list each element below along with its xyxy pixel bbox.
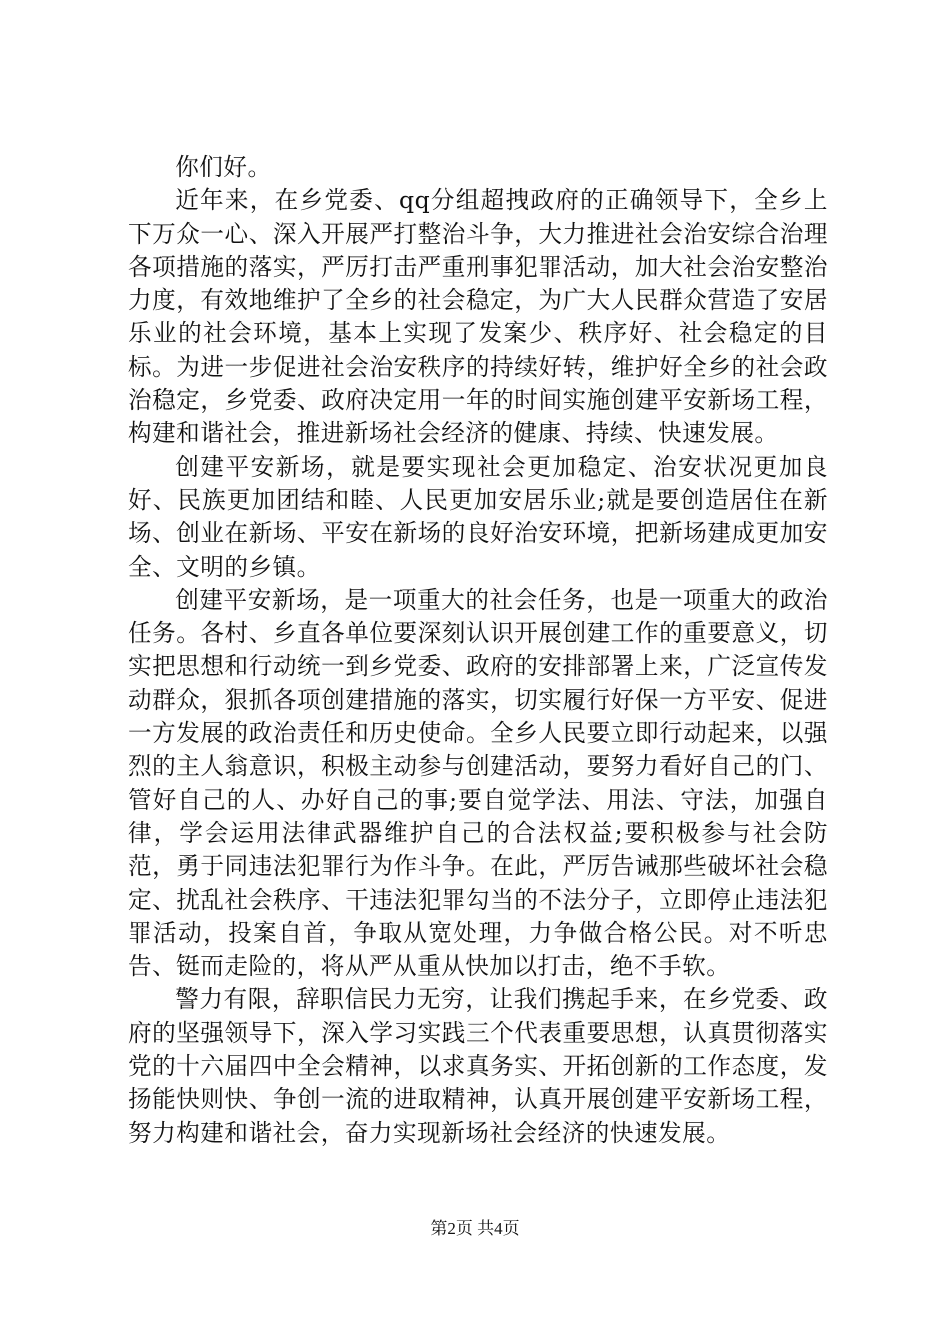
paragraph-achievements: 近年来，在乡党委、qq分组超拽政府的正确领导下，全乡上下万众一心、深入开展严打整治斗争，大力推进社会治安综合治理各项措施的落实，严厉打击严重刑事犯罪活动，加大社会治安整治力度，有效地维护了全乡的社会稳定，为广大人民群众营造了安居乐业的社会环境，基本上实现了发案少、秩序好、社会稳定的目标。为进一步促进社会治安秩序的持续好转，维护好全乡的社会政治稳定，乡党委、政府决定用一年的时间实施创建平安新场工程，构建和谐社会，推进新场社会经济的健康、持续、快速发展。 <box>128 186 828 448</box>
paragraph-call-to-action: 警力有限，辞职信民力无穷，让我们携起手来，在乡党委、政府的坚强领导下，深入学习实践三个代表重要思想，认真贯彻落实党的十六届四中全会精神，以求真务实、开拓创新的工作态度，发扬能快则快、争创一流的进取精神，认真开展创建平安新场工程，努力构建和谐社会，奋力实现新场社会经济的快速发展。 <box>128 985 828 1147</box>
paragraph-goals: 创建平安新场，就是要实现社会更加稳定、治安状况更加良好、民族更加团结和睦、人民更加安居乐业;就是要创造居住在新场、创业在新场、平安在新场的良好治安环境，把新场建成更加安全、文明的乡镇。 <box>128 452 828 581</box>
document-body <box>128 151 828 1150</box>
paragraph-tasks: 创建平安新场，是一项重大的社会任务，也是一项重大的政治任务。各村、乡直各单位要深刻认识开展创建工作的重要意义，切实把思想和行动统一到乡党委、政府的安排部署上来，广泛宣传发动群众，狠抓各项创建措施的落实，切实履行好保一方平安、促进一方发展的政治责任和历史使命。全乡人民要立即行动起来，以强烈的主人翁意识，积极主动参与创建活动，要努力看好自己的门、管好自己的人、办好自己的事;要自觉学法、用法、守法，加强自律，学会运用法律武器维护自己的合法权益;要积极参与社会防范，勇于同违法犯罪行为作斗争。在此，严厉告诫那些破坏社会稳定、扰乱社会秩序、干违法犯罪勾当的不法分子，立即停止违法犯罪活动，投案自首，争取从宽处理，力争做合格公民。对不听忠告、铤而走险的，将从严从重从快加以打击，绝不手软。 <box>128 585 828 981</box>
paragraph-greeting: 你们好。 <box>175 153 272 181</box>
page-number-footer: 第2页 共4页 <box>430 1219 520 1238</box>
